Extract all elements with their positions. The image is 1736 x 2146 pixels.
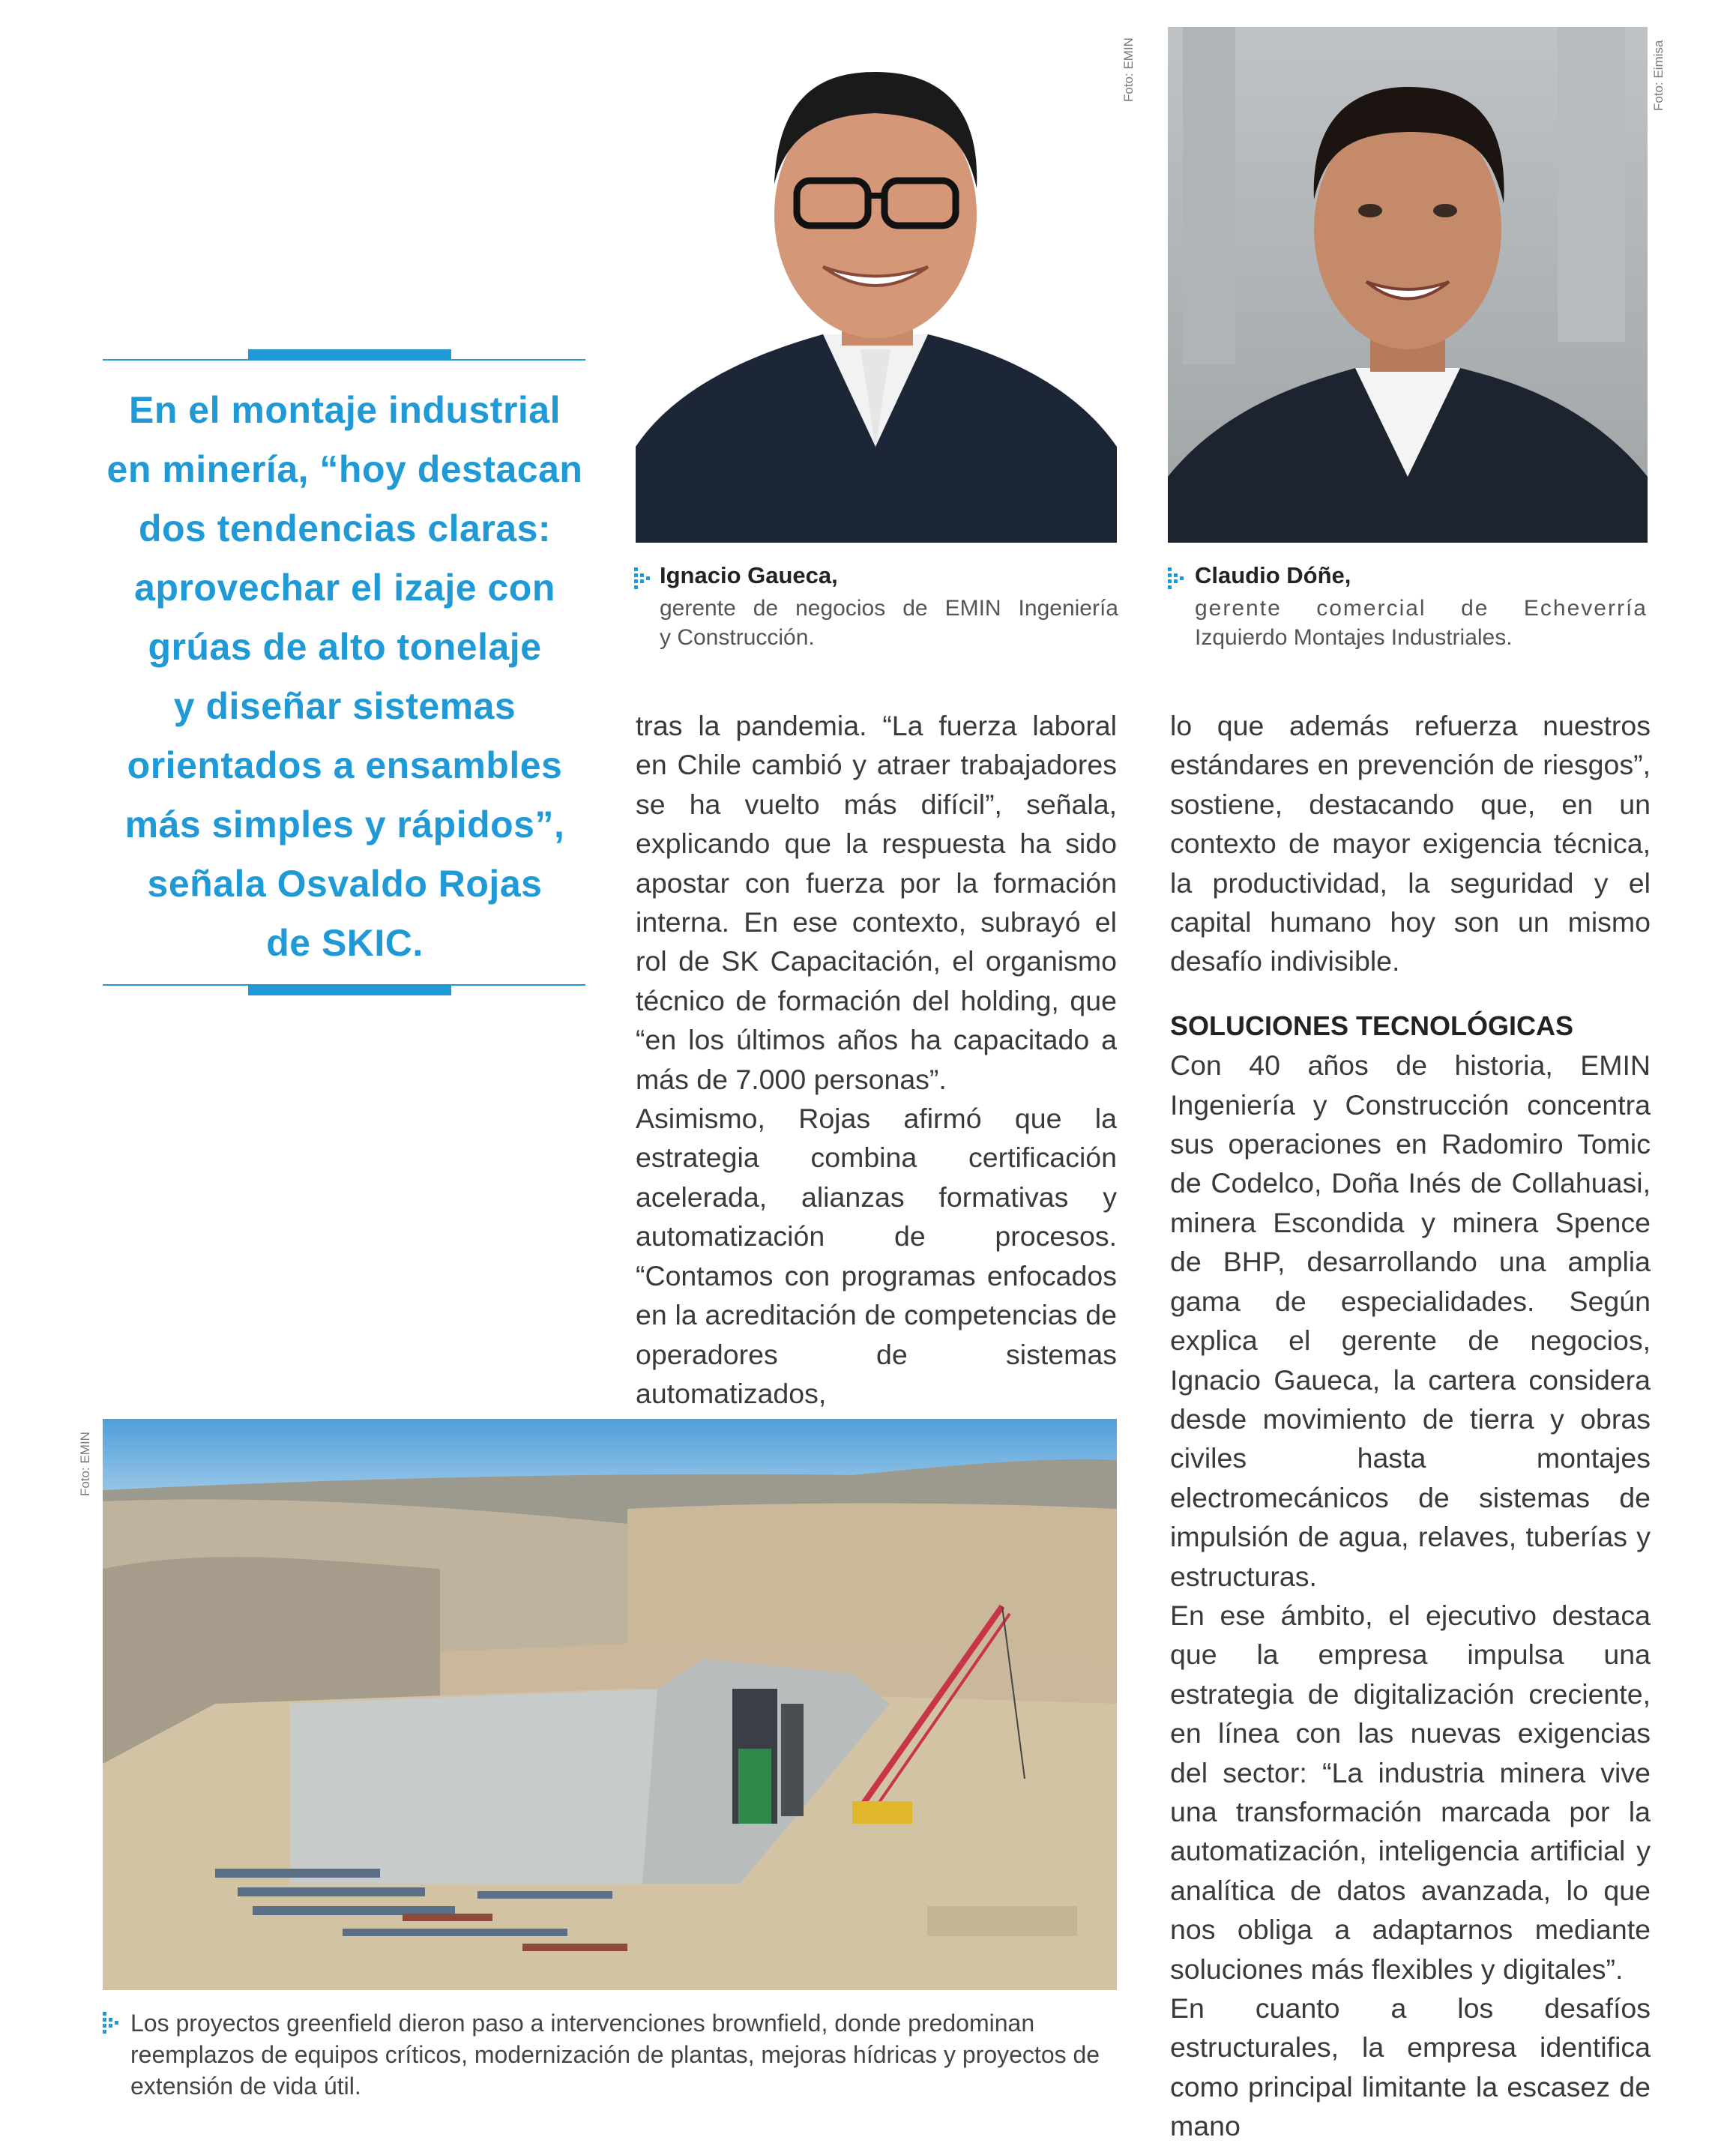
pull-quote-line: más simples y rápidos”, <box>124 804 565 846</box>
caption-role-line: y Construcción. <box>660 625 815 650</box>
portrait-ignacio-gaueca <box>636 27 1117 543</box>
body-paragraph: Asimismo, Rojas afirmó que la estrategia combina certificación acelerada, alianzas formativas y automatización de procesos. “Contamos con programas enfocados en la acreditación de competencias de operadores de sistemas automatizados, <box>636 1103 1117 1409</box>
body-column-right <box>1170 706 1651 2142</box>
body-paragraph: tras la pandemia. “La fuerza laboral en Chile cambió y atraer trabajadores se ha vuelto más difícil”, señala, explicando que la respuesta ha sido apostar con fuerza por la formación interna. En ese contexto, subrayó el rol de SK Capacitación, el organismo técnico de formación del holding, que “en los últimos años ha capacitado a más de 7.000 personas”. <box>636 710 1117 1095</box>
pull-quote-line: y diseñar sistemas <box>173 685 516 727</box>
photo-credit-gaueca: Foto: EMIN <box>1121 37 1136 102</box>
pull-quote-line: de SKIC. <box>266 922 424 964</box>
pull-quote-line: aprovechar el izaje con <box>134 567 555 609</box>
pull-quote-top-rule <box>103 359 585 361</box>
photo-credit-done: Foto: Eimisa <box>1651 40 1666 111</box>
caption-arrow-icon <box>103 2012 119 2034</box>
caption-role-line: Izquierdo Montajes Industriales. <box>1195 625 1513 650</box>
caption-name-gaueca: Ignacio Gaueca, <box>660 562 838 588</box>
caption-role-done <box>1195 594 1648 652</box>
pull-quote-line: orientados a ensambles <box>127 744 563 786</box>
body-column-middle <box>636 706 1117 1409</box>
body-paragraph: En cuanto a los desafíos estructurales, la empresa identifica como principal limitante la escasez de mano <box>1170 1992 1651 2142</box>
caption-name-done: Claudio Dóñe, <box>1195 562 1351 588</box>
mining-site-photo <box>103 1419 1117 1990</box>
caption-arrow-icon <box>1168 567 1184 590</box>
portrait-claudio-done <box>1168 27 1648 543</box>
caption-role-gaueca <box>660 594 1118 652</box>
pull-quote-top-bar <box>248 349 451 359</box>
pull-quote-bottom-bar <box>248 986 451 995</box>
body-paragraph: Con 40 años de historia, EMIN Ingeniería y Construcción concentra sus operaciones en Radomiro Tomic de Codelco, Doña Inés de Collahuasi, minera Escondida y minera Spence de BHP, desarrollando una amplia gama de especialidades. Según explica el gerente de negocios, Ignacio Gaueca, la cartera considera desde movimiento de tierra y obras civiles hasta montajes electromecánicos de sistemas de impulsión de agua, relaves, tuberías y estructuras. <box>1170 1049 1651 1592</box>
caption-arrow-icon <box>634 567 651 590</box>
body-paragraph: En ese ámbito, el ejecutivo destaca que la empresa impulsa una estrategia de digitalización creciente, en línea con las nuevas exigencias del sector: “La industria minera vive una transformación marcada por la automatización, inteligencia artificial y analítica de datos avanzada, lo que nos obliga a adaptarnos mediante soluciones más flexibles y digitales”. <box>1170 1599 1651 1985</box>
section-heading: SOLUCIONES TECNOLÓGICAS <box>1170 1010 1574 1041</box>
pull-quote-line: grúas de alto tonelaje <box>148 626 542 668</box>
caption-role-line: gerente de negocios de EMIN Ingeniería <box>660 596 1118 621</box>
caption-role-line: gerente comercial de Echeverría <box>1195 596 1648 621</box>
pull-quote-line: En el montaje industrial <box>129 389 561 431</box>
pull-quote <box>90 381 600 973</box>
pull-quote-line: en minería, “hoy destacan <box>106 448 583 490</box>
body-paragraph: lo que además refuerza nuestros estándares en prevención de riesgos”, sostiene, destacando que, en un contexto de mayor exigencia técnica, la productividad, la seguridad y el capital humano hoy son un mismo desafío indivisible. <box>1170 710 1651 977</box>
pull-quote-line: señala Osvaldo Rojas <box>147 863 543 905</box>
photo-credit-site: Foto: EMIN <box>78 1432 92 1496</box>
pull-quote-line: dos tendencias claras: <box>138 507 552 549</box>
site-photo-caption: Los proyectos greenfield dieron paso a intervenciones brownfield, donde predominan reemplazos de equipos críticos, modernización de plantas, mejoras hídricas y proyectos de extensión de vida útil. <box>130 2010 1100 2100</box>
